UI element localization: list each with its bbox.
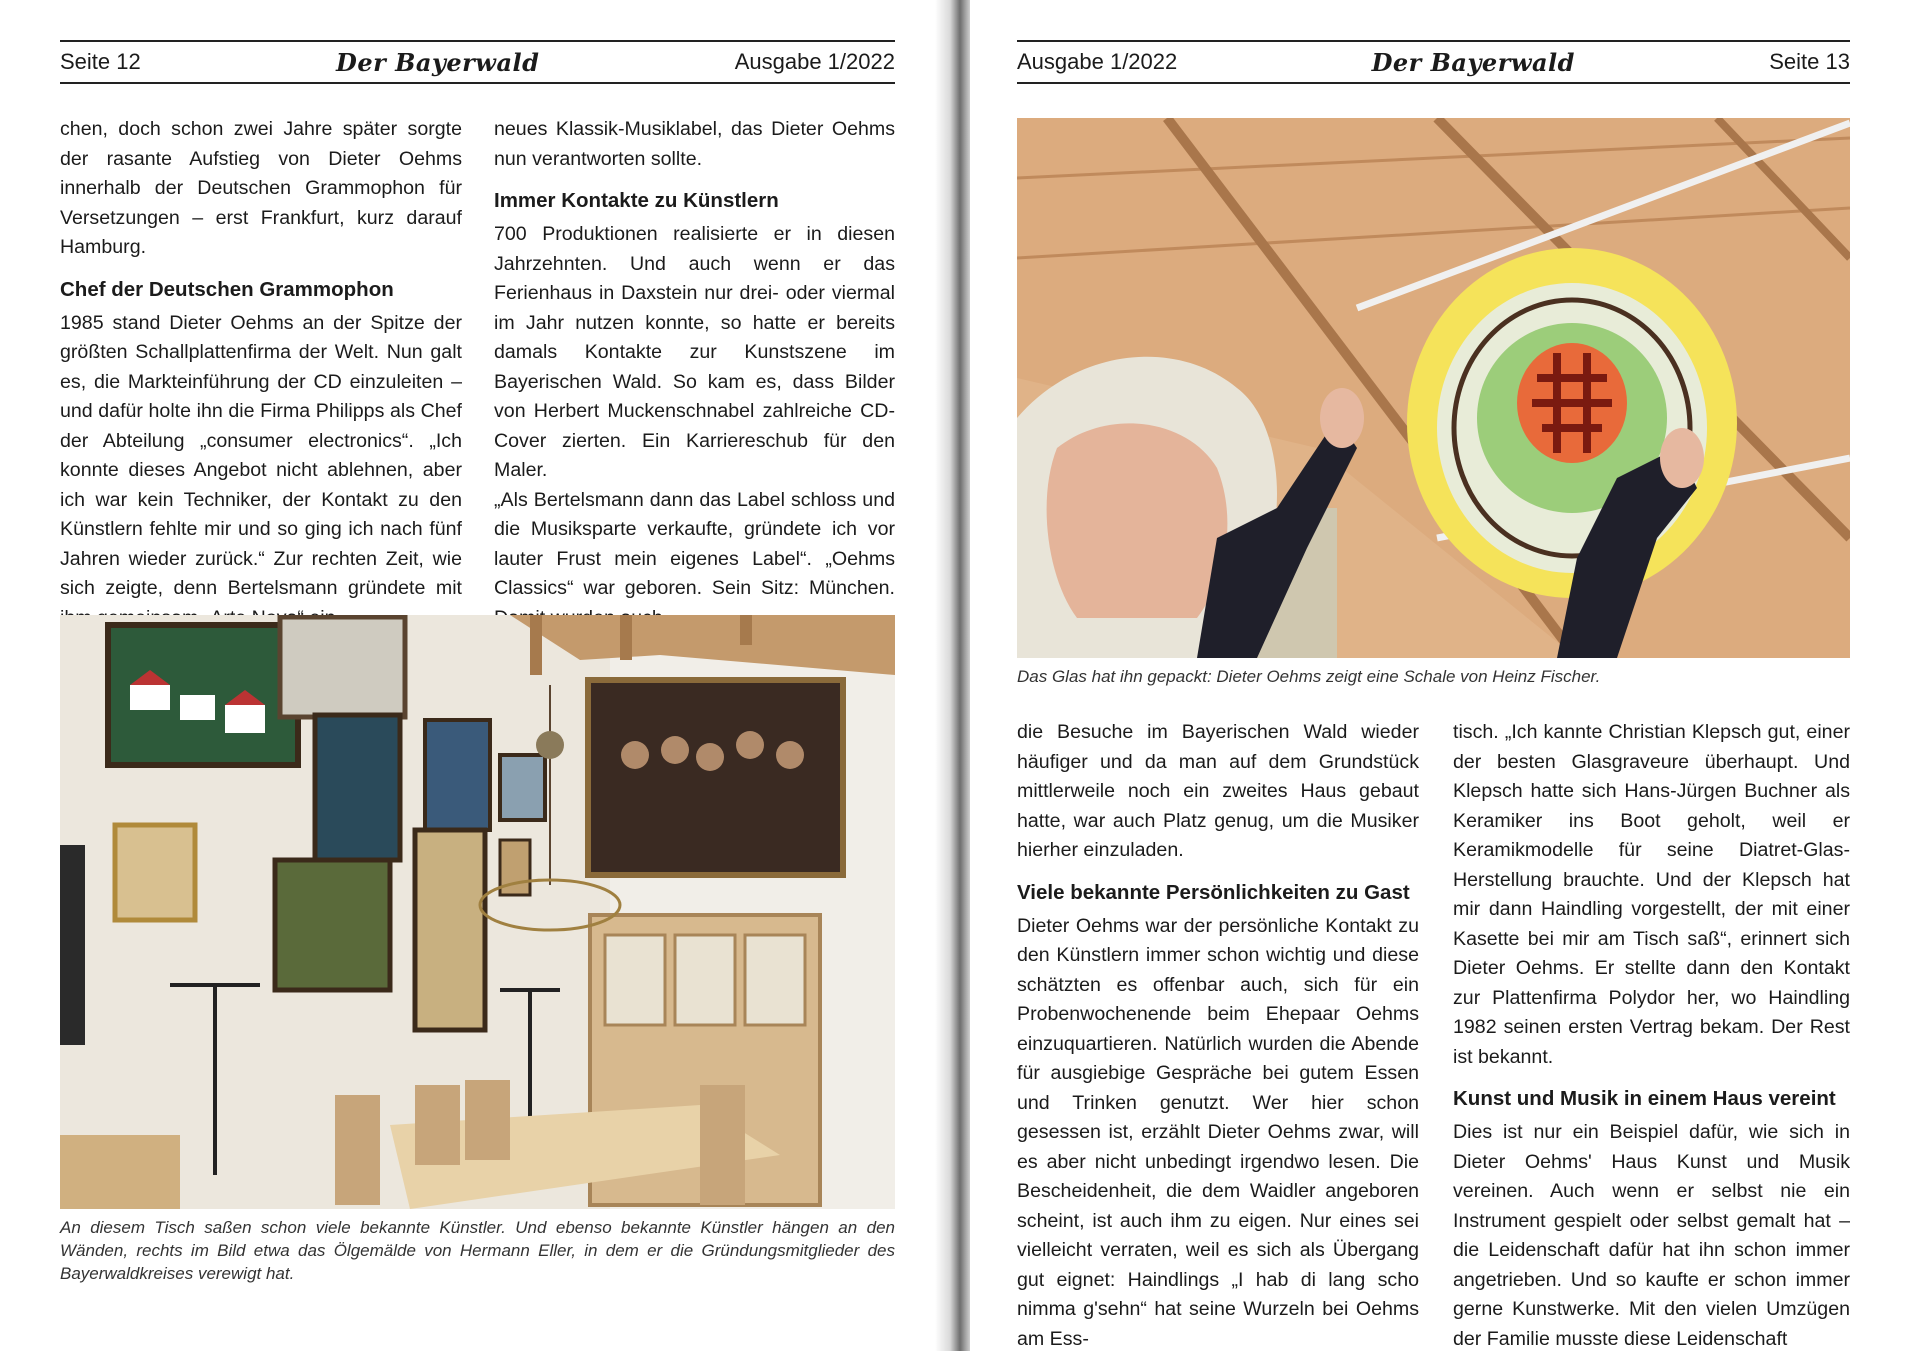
right-page [970,0,1920,1351]
left-page [0,0,950,1351]
magazine-logo: Der Bayerwald [336,48,539,77]
paragraph: 700 Produktionen realisierte er in diesen Jahrzehnten. Und auch wenn er das Ferienhaus in Daxstein nur drei- oder viermal im Jahr nutzen konnte, so hatte er bereits damals Kontakte zur Kunstszene im Bayerischen Wald. So kam es, dass Bilder von Herbert Muckenschnabel zahlreiche CD-Cover zierten. Ein Karriereschub für den Maler. [494,220,895,486]
section-heading: Viele bekannte Persönlichkeiten zu Gast [1017,878,1419,908]
page-number: Seite 13 [1769,49,1850,75]
section-heading: Chef der Deutschen Grammophon [60,275,462,305]
page-header [60,40,895,84]
glass-bowl-photo [1017,118,1850,658]
paragraph: tisch. „Ich kannte Christian Klepsch gut, einer der besten Glasgraveure überhaupt. Und Klepsch hatte sich Hans-Jürgen Buchner als Keramiker ins Boot geholt, weil er Keramikmodelle für seine Diatret-Glas-Herstellung brauchte. Und der Klepsch hat mir dann Haindling vorgestellt, der mit einer Kasette bei mir am Tisch saß“, erinnert sich Dieter Oehms. Er stellte dann den Kontakt zur Plattenfirma Polydor her, wo Haindling 1982 seinen ersten Vertrag bekam. Der Rest ist bekannt. [1453,718,1850,1072]
dining-room-photo [60,615,895,1209]
issue-label: Ausgabe 1/2022 [735,49,895,75]
paragraph: Dies ist nur ein Beispiel dafür, wie sich in Dieter Oehms' Haus Kunst und Musik vereinen. Auch wenn er selbst nie ein Instrument gespielt oder selbst gemalt hat – die Leidenschaft dafür hat ihn schon immer angetrieben. Und so kaufte er schon immer gerne Kunstwerke. Mit den vielen Umzügen der Familie musste diese Leidenschaft [1453,1118,1850,1354]
section-heading: Kunst und Musik in einem Haus vereint [1453,1084,1850,1114]
photo-caption: An diesem Tisch saßen schon viele bekannte Künstler. Und ebenso bekannte Künstler hängen an den Wänden, rechts im Bild etwa das Ölgemälde von Hermann Eller, in dem er die Gründungsmitglieder des Bayerwaldkreises verewigt hat. [60,1216,895,1285]
text-column-2 [494,115,895,633]
magazine-logo: Der Bayerwald [1372,48,1575,77]
paragraph: „Als Bertelsmann dann das Label schloss und die Musiksparte verkaufte, gründete ich vor lauter Frust mein eigenes Label“. „Oehms Classics“ war geboren. Sein Sitz: München. [494,486,895,634]
page-header [1017,40,1850,84]
issue-label: Ausgabe 1/2022 [1017,49,1177,75]
paragraph: die Besuche im Bayerischen Wald wieder häufiger und da man auf dem Grundstück mittlerweile noch ein zweites Haus gebaut hatte, war auch Platz genug, um die Musiker hierher einzuladen. [1017,718,1419,866]
paragraph: neues Klassik-Musiklabel, das Dieter Oehms nun verantworten sollte. [494,115,895,174]
text-column-1 [1017,718,1419,1354]
section-heading: Immer Kontakte zu Künstlern [494,186,895,216]
page-number: Seite 12 [60,49,141,75]
photo-caption: Das Glas hat ihn gepackt: Dieter Oehms zeigt eine Schale von Heinz Fischer. [1017,665,1850,688]
paragraph: 1985 stand Dieter Oehms an der Spitze der größten Schallplattenfirma der Welt. Nun galt es, die Markteinführung der CD einzuleiten – und dafür holte ihn die Firma Philipps als Chef der Abteilung „consumer electronics“. „Ich konnte dieses Angebot nicht ablehnen, aber ich war kein Techniker, der Kontakt zu den Künstlern fehlte mir und so ging ich nach fünf Jahren wieder zurück.“ Zur rechten Zeit, wie sich zeigte, denn Bertelsmann gründete mit [60,309,462,634]
paragraph: chen, doch schon zwei Jahre später sorgte der rasante Aufstieg von Dieter Oehms innerhalb der Deutschen Grammophon für Versetzungen – erst Frankfurt, kurz darauf Hamburg. [60,115,462,263]
text-column-1 [60,115,462,633]
text-column-2 [1453,718,1850,1354]
paragraph: Dieter Oehms war der persönliche Kontakt zu den Künstlern immer schon wichtig und diese schätzten es offenbar auch, sich für ein Probenwochenende beim Ehepaar Oehms einzuquartieren. Natürlich wurden die Abende für ausgiebige Gespräche bei gutem Essen und Trinken genutzt. Wer hier schon gesessen ist, erzählt Dieter Oehms zwar, will es aber nicht unbedingt irgendwo lesen. Die Bescheidenheit, die dem Waidler angeboren scheint, ist auch ihm zu eigen. Nur eines sei vielleicht verraten, weil es sich als Übergang gut eignet: Haindlings „I hab di lang scho nimma g'sehn“ hat seine Wurzeln bei Oehms am Ess- [1017,912,1419,1354]
